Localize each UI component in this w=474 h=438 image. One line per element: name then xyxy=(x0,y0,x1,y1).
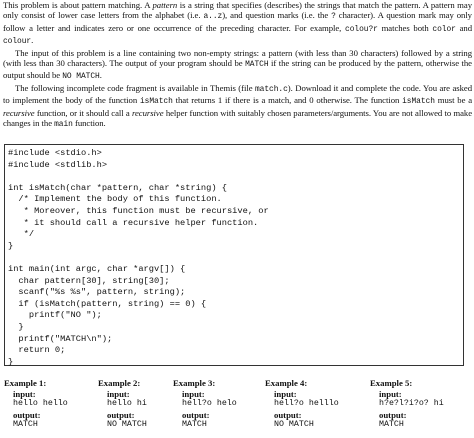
text-run: The following incomplete code fragment is available in Themis (file xyxy=(15,82,255,93)
paragraph-pattern-definition xyxy=(3,0,472,48)
example-input-label: input: xyxy=(182,388,205,399)
inline-code: isMatch xyxy=(402,97,435,107)
example-3 xyxy=(173,378,237,431)
example-title: Example 5: xyxy=(370,378,413,388)
text-run: if the string can be produced by the pattern, otherwise the output should be xyxy=(3,58,472,81)
text-run: The input of this problem is a line containing two non-empty strings: a pattern (with less than 30 characters) followed by a string (with less than 30 characters). The output of your program should be xyxy=(3,47,472,69)
example-1 xyxy=(4,378,68,431)
paragraph-code-fragment xyxy=(3,83,472,131)
text-run: . xyxy=(99,70,102,81)
text-run: ), and question marks (i.e. the xyxy=(222,10,332,21)
example-input-label: input: xyxy=(13,388,36,399)
example-input-label: input: xyxy=(379,388,402,399)
example-title: Example 3: xyxy=(173,378,216,388)
example-output-label: output: xyxy=(182,409,210,420)
inline-code: isMatch xyxy=(139,97,173,107)
text-run: is a string that specifies (describes) the strings that match the pattern. A pattern may only consist of lower case letters from the alphabet (i.e. xyxy=(3,0,472,21)
example-output-label: output: xyxy=(107,409,135,420)
example-input-value: hell?o helo xyxy=(182,399,237,409)
example-title: Example 1: xyxy=(4,378,47,388)
inline-code: color xyxy=(432,24,456,34)
text-run: that returns 1 if there is a match, and 0 otherwise. The function xyxy=(172,95,403,106)
inline-code: NO MATCH xyxy=(62,72,100,82)
example-input-value: h?e?l?i?o? hi xyxy=(379,399,444,409)
text-run: matches both xyxy=(377,22,433,33)
inline-code: colour xyxy=(3,37,32,47)
example-5 xyxy=(370,378,444,431)
emphasis: recursive xyxy=(3,107,35,118)
text-run: character). A question mark may only follow a letter and indicates zero or one occurrence of the preceding character. For example, xyxy=(3,10,472,33)
example-4 xyxy=(265,378,339,431)
example-input-value: hell?o helllo xyxy=(274,399,339,409)
text-run: and xyxy=(455,22,472,33)
example-title: Example 4: xyxy=(265,378,308,388)
inline-code: colou?r xyxy=(345,24,378,34)
example-title: Example 2: xyxy=(98,378,141,388)
example-input-value: hello hello xyxy=(13,399,68,409)
inline-code: match.c xyxy=(255,84,288,94)
inline-code: ? xyxy=(331,12,336,22)
example-output-label: output: xyxy=(379,409,407,420)
inline-code: main xyxy=(54,120,73,130)
example-input-label: input: xyxy=(107,388,130,399)
example-output-label: output: xyxy=(13,409,41,420)
example-output-value: MATCH xyxy=(379,420,404,430)
code-text: #include <stdio.h> #include <stdlib.h> int isMatch(char *pattern, char *string) { /* Implement the body of this function. * Moreover, this function must be recursive, or * it should call a recursive helper function. */ } int main(int argc, char *argv[]) { char pattern[30], string[30]; scanf("%s %s", pattern, string); if (isMatch(pattern, string) == 0) { printf("NO "); } printf("MATCH\n"); return 0; } xyxy=(8,148,269,367)
text-run: function. xyxy=(72,118,106,129)
example-output-value: MATCH xyxy=(13,420,38,430)
text-run: . xyxy=(31,35,34,46)
example-output-value: MATCH xyxy=(182,420,207,430)
problem-statement xyxy=(3,0,472,130)
example-output-value: NO MATCH xyxy=(274,420,314,430)
example-input-label: input: xyxy=(274,388,297,399)
text-run: must be a xyxy=(434,95,473,106)
text-run: This problem is about pattern matching. A xyxy=(3,0,153,10)
emphasis: recursive xyxy=(131,107,164,118)
text-run: function, or it should call a xyxy=(34,107,132,118)
paragraph-input-output xyxy=(3,48,472,83)
emphasis: pattern xyxy=(152,0,178,10)
examples-section xyxy=(0,378,474,438)
example-input-value: hello hi xyxy=(107,399,147,409)
inline-code: a..z xyxy=(203,12,223,22)
example-2 xyxy=(98,378,147,431)
code-listing xyxy=(4,144,464,366)
text-run: ). Download it and complete the code. You are asked to implement the body of the function xyxy=(3,82,472,106)
text-run: helper function with suitably chosen parameters/arguments. You are not allowed to make changes in the xyxy=(3,107,472,129)
inline-code: MATCH xyxy=(245,60,269,70)
example-output-label: output: xyxy=(274,409,302,420)
example-output-value: NO MATCH xyxy=(107,420,147,430)
